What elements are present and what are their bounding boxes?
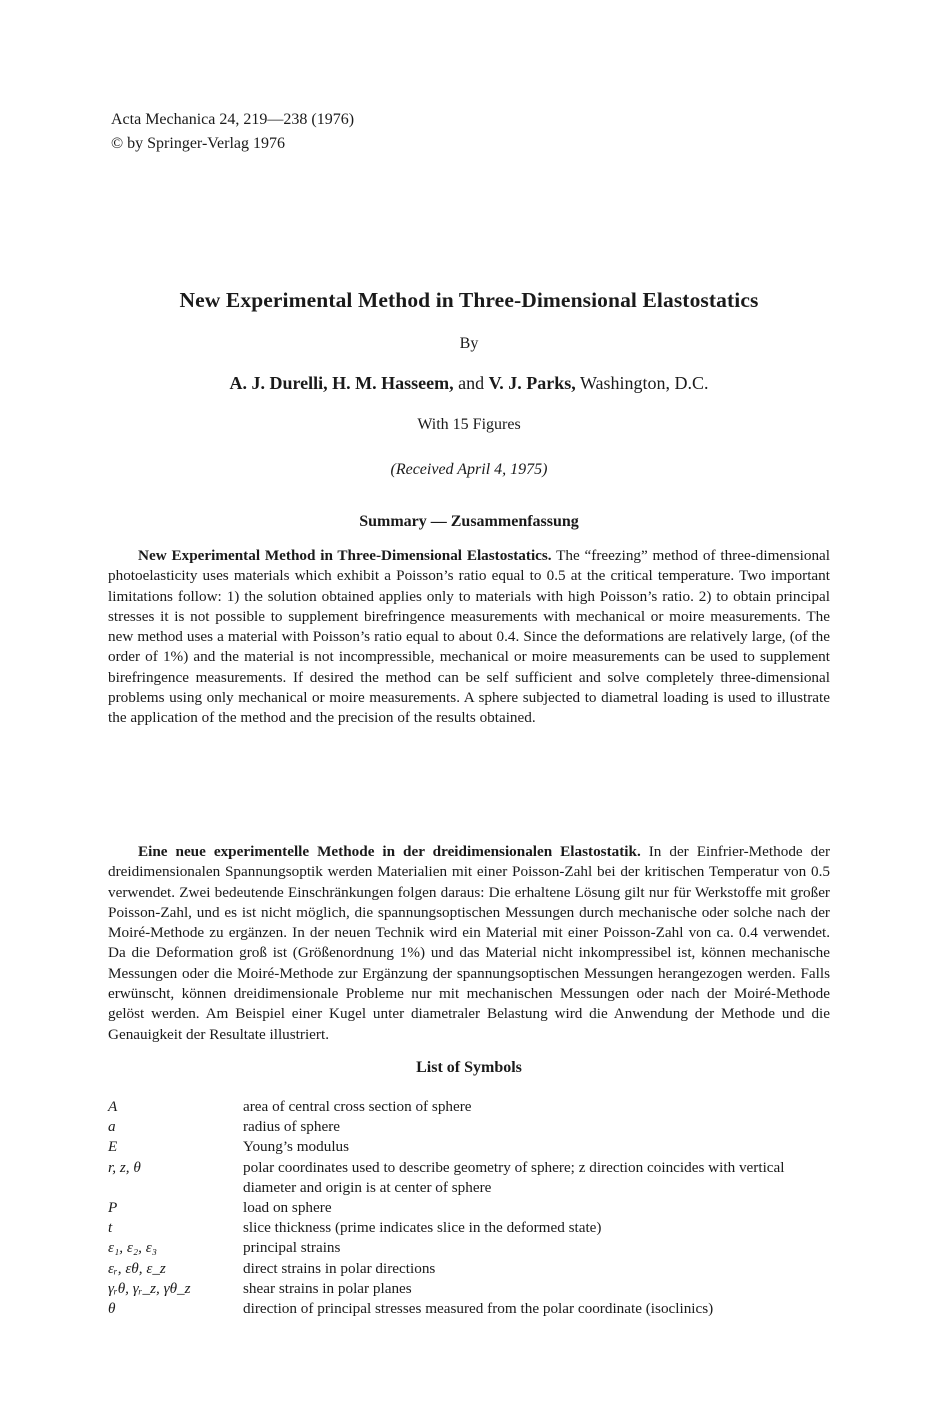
symbol-row <box>108 1238 833 1258</box>
symbol-list <box>108 1097 833 1319</box>
author-parks: V. J. Parks, <box>488 373 576 393</box>
symbol-row <box>108 1097 833 1117</box>
abstract-german-text: In der Einfrier-Methode der dreidimensionalen Spannungsoptik werden Materialien mit einer Poisson-Zahl bei der kritischen Temperatur von 0.5 verwendet. Zwei bedeutende Einschränkungen folgen daraus: Die erhaltene Lösung gilt nur für Werkstoffe mit großer Poisson-Zahl, und es ist nicht möglich, die spannungsoptischen Messungen durch mechanische oder solche nach der Moiré-Methode zu ergänzen. In der neuen Technik wird ein Material mit einer Poisson-Zahl von ca. 0.4 verwendet. Da die Deformation groß ist (Größenordnung 1%) und das Material nicht inkompressibel ist, können mechanische Messungen oder die Moiré-Methode zur Ergänzung der spannungsoptischen Messungen herangezogen werden. Falls erwünscht, können dreidimensionale Probleme nur mit mechanischen Messungen oder nach der Moiré-Methode gelöst werden. Am Beispiel einer Kugel unter diametraler Belastung wird die Anwendung der Methode und die Genauigkeit der Resultate illustriert. <box>108 843 831 1043</box>
symbol-row <box>108 1158 833 1198</box>
journal-header <box>111 108 354 156</box>
abstract-english <box>108 546 830 729</box>
abstract-english-text: The “freezing” method of three-dimensional photoelasticity uses materials which exhibit a Poisson’s ratio equal to 0.5 at the critical temperature. Two important limitations follow: 1) the solution obtained applies only to materials with high Poisson’s ratio. 2) to obtain principal stresses it is not possible to supplement birefringence measurements with mechanical or moire measurements. The new method uses a material with Poisson’s ratio equal to about 0.4. Since the deformations are relatively large, (of the order of 1%) and the material is not incompressible, mechanical or moire measurements can be used to supplement birefringence measurements. If desired the method can be self sufficient and solve completely three-dimensional problems using only mechanical or moire measurements. A sphere subjected to diametral loading is used to illustrate the application of the method and the precision of the results obtained. <box>108 547 830 727</box>
symbols-heading: List of Symbols <box>416 1059 522 1076</box>
symbol: E <box>108 1138 118 1156</box>
symbol-description: load on sphere <box>243 1199 332 1217</box>
symbol: P <box>108 1199 118 1217</box>
abstract-german <box>108 842 830 1045</box>
symbol-description: polar coordinates used to describe geometry of sphere; z direction coincides with vertical diameter and origin is at center of sphere <box>243 1158 785 1196</box>
symbol-row <box>108 1137 833 1157</box>
symbol-row <box>108 1117 833 1137</box>
symbol-row <box>108 1198 833 1218</box>
symbol: r, z, θ <box>108 1158 141 1176</box>
received-date: (Received April 4, 1975) <box>390 461 548 478</box>
journal-copyright: © by Springer-Verlag 1976 <box>111 135 286 152</box>
symbol-row <box>108 1259 833 1279</box>
symbol: A <box>108 1098 118 1115</box>
symbol-description: area of central cross section of sphere <box>243 1098 472 1115</box>
symbol-description: Young’s modulus <box>243 1138 350 1156</box>
symbol-description: shear strains in polar planes <box>243 1279 412 1297</box>
symbol: ε₁, ε₂, ε₃ <box>108 1239 157 1257</box>
symbol: t <box>108 1219 113 1237</box>
symbol-description: radius of sphere <box>243 1118 340 1136</box>
abstract-german-title: Eine neue experimentelle Methode in der dreidimensionalen Elastostatik. <box>138 843 641 860</box>
author-hasseem: H. M. Hasseem, <box>332 373 454 393</box>
symbol-row <box>108 1299 833 1319</box>
by-line: By <box>459 335 479 352</box>
article-title: New Experimental Method in Three-Dimensional Elastostatics <box>179 288 759 312</box>
figure-count: With 15 Figures <box>417 416 521 433</box>
symbol: θ <box>108 1300 116 1318</box>
symbol: γᵣθ, γᵣ_z, γθ_z <box>108 1279 191 1297</box>
symbol-description: direction of principal stresses measured from the polar coordinate (isoclinics) <box>243 1300 714 1318</box>
symbol-description: slice thickness (prime indicates slice in the deformed state) <box>243 1219 602 1237</box>
author-conjunction: and <box>458 373 485 393</box>
journal-citation: Acta Mechanica 24, 219—238 (1976) <box>111 111 355 128</box>
author-durelli: A. J. Durelli, <box>229 373 328 393</box>
summary-heading: Summary — Zusammenfassung <box>359 513 579 530</box>
symbol: εᵣ, εθ, ε_z <box>108 1259 166 1277</box>
symbol-description: direct strains in polar directions <box>243 1259 436 1277</box>
author-location: Washington, D.C. <box>579 373 709 393</box>
symbol-description: principal strains <box>243 1239 341 1257</box>
symbol-row <box>108 1218 833 1238</box>
symbol-row <box>108 1279 833 1299</box>
symbol: a <box>108 1118 116 1136</box>
author-list <box>0 373 938 394</box>
abstract-english-title: New Experimental Method in Three-Dimensional Elastostatics. <box>138 547 552 564</box>
